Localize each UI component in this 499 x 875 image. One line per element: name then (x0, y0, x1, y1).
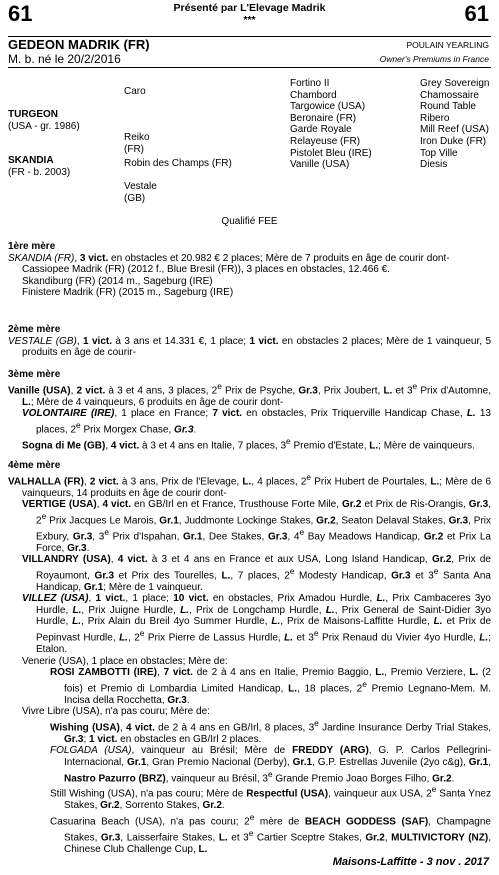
gen4-0: Grey Sovereign (420, 78, 490, 89)
vertige: VERTIGE (USA), 4 vict. en GB/Irl en et France, Trusthouse Forte Mile, Gr.2 et Prix de Ris-Orangis, Gr.3, 2e Prix Jacques Le Marois, Gr.1, Juddmonte Lockinge Stakes, Gr.2, Seaton Delaval Stakes, Gr.3, Prix Exbury, Gr.3, 3e Prix d'Ispahan, Gr.1, Dee Stakes, Gr.3, 4e Bay Meadows Handicap, Gr.2 et Prix La Force, Gr.3. (22, 499, 492, 554)
first-dam-text: SKANDIA (FR), 3 vict. en obstacles et 20.982 € 2 places; Mère de 7 produits en âge de courir dont- (8, 252, 450, 264)
gen4-6: Top Ville (420, 147, 458, 159)
third-dam-produce-2: Sogna di Me (GB), 4 vict. à 3 et 4 ans en Italie, 7 places, 3e Premio d'Estate, L.; Mère de vainqueurs. (22, 435, 475, 451)
villandry: VILLANDRY (USA), 4 vict. à 3 et 4 ans en France et aux USA, Long Island Handicap, Gr.2, Prix de Royaumont, Gr.3 et Prix des Tourelles, L., 7 places, 2e Modesty Handicap, Gr.3 et 3e Santa Ana Handicap, Gr.1; Mère de 1 vainqueur. (22, 554, 491, 593)
gen3-3: Beronaire (FR) (290, 112, 357, 124)
gen2-1: Reiko (FR) (124, 132, 150, 155)
sale-footer: Maisons-Laffitte - 3 nov . 2017 (332, 856, 489, 869)
third-dam-text: Vanille (USA), 2 vict. à 3 et 4 ans, 3 places, 2e Prix de Psyche, Gr.3, Prix Joubert, L. et 3e Prix d'Automne, L.; Mère de 4 vainqueurs, 6 produits en âge de courir dont- (8, 380, 491, 408)
gen3-1: Chambord (290, 89, 337, 101)
rosi-zambotti: ROSI ZAMBOTTI (IRE), 7 vict. de 2 à 4 ans en Italie, Premio Baggio, L., Premio Verziere, L. (2 fois) et Premio di Lombardia Limited Handicap, L., 18 places, 2e Premio Legnano-Mem. M. Incisa della Rocchetta, Gr.3. (50, 667, 492, 706)
still-wishing: Still Wishing (USA), n'a pas couru; Mère de Respectful (USA), vainqueur aux USA, 2e Santa Ynez Stakes, Gr.2, Sorrento Stakes, Gr.2. (50, 784, 491, 812)
presenter: Présenté par L'Elevage Madrik (173, 2, 326, 14)
folgada: FOLGADA (USA), vainqueur au Brésil; Mère de FREDDY (ARG), G. P. Carlos Pellegrini-Internacional, Gr.1, Gran Premio Nacional (Derby), Gr.1, G.P. Estrellas Juvenile (2yo c&g), Gr.1, Nastro Pazurro (BRZ), vainqueur au Brésil, 3e Grande Premio Joao Borges Filho, Gr.2. (50, 745, 492, 784)
gen4-4: Mill Reef (USA) (420, 124, 489, 136)
qualification: Qualifié FEE (221, 216, 278, 227)
gen3-4: Garde Royale (290, 124, 352, 136)
horse-name: GEDEON MADRIK (FR) (8, 37, 150, 52)
third-dam-produce-1: VOLONTAIRE (IRE), 1 place en France; 7 vict. en obstacles, Prix Triquerville Handicap Chase, L. 13 places, 2e Prix Morgex Chase, Gr.3. (22, 408, 491, 436)
vivre-libre: Vivre Libre (USA), n'a pas couru; Mère de: (22, 706, 210, 718)
villez: VILLEZ (USA), 1 vict., 1 place; 10 vict. en obstacles, Prix Amadou Hurdle, L., Prix Cambaceres 3yo Hurdle, L., Prix Juigne Hurdle, L., Prix de Longchamp Hurdle, L., Prix General de Saint-Didier 3yo Hurdle, L., Prix Alain du Breil 4yo Summer Hurdle, L., Prix de Maisons-Laffitte Hurdle, L. et Prix de Pepinvast Hurdle, L., 2e Prix Pierre de Lassus Hurdle, L. et 3e Prix Renaud du Vivier 4yo Hurdle, L.; Etalon. (22, 593, 492, 655)
third-dam-section (8, 369, 491, 452)
fourth-dam-section (8, 460, 491, 855)
casuarina-beach: Casuarina Beach (USA), n'a pas couru; 2e mère de BEACH GODDESS (SAF), Champagne Stakes, Gr.3, Laisserfaire Stakes, L. et 3e Cartier Sceptre Stakes, Gr.2, MULTIVICTORY (NZ), Chinese Club Challenge Cup, L. (50, 811, 491, 855)
first-dam-heading: 1ère mère (8, 241, 56, 252)
produce-1: Cassiopee Madrik (FR) (2012 f., Blue Bresil (FR)), 3 places en obstacles, 12.466 €. (22, 264, 390, 276)
bottom-rule (8, 67, 491, 68)
produce-3: Finistere Madrik (FR) (2015 m., Sageburg (IRE) (22, 287, 234, 299)
second-dam-text: VESTALE (GB), 1 vict. à 3 ans et 14.331 €, 1 place; 1 vict. en obstacles 2 places; Mère de 1 vainqueur, 5 produits en âge de courir- (8, 335, 492, 359)
sire-note: (USA - gr. 1986) (8, 121, 80, 132)
gen3-7: Vanille (USA) (290, 159, 350, 171)
gen4-col (420, 78, 489, 171)
gen4-3: Ribero (420, 112, 450, 124)
gen3-0: Fortino II (290, 78, 330, 89)
gen3-6: Pistolet Bleu (IRE) (290, 147, 372, 159)
venerie: Venerie (USA), 1 place en obstacles; Mère de: (22, 655, 228, 667)
produce-2: Skandiburg (FR) (2014 m., Sageburg (IRE) (22, 275, 213, 287)
horse-subline: M. b. né le 20/2/2016 (8, 52, 121, 66)
lot-number-left: 61 (8, 1, 33, 26)
premium-note: Owner's Premiums in France (379, 54, 489, 64)
gen3-2: Targowice (USA) (290, 101, 366, 113)
stars: *** (243, 14, 256, 26)
fourth-dam-heading: 4ème mère (8, 460, 61, 471)
dam-note: (FR - b. 2003) (8, 167, 71, 178)
gen4-2: Round Table (420, 101, 476, 113)
second-dam-heading: 2ème mère (8, 324, 61, 335)
wishing: Wishing (USA), 4 vict. de 2 à 4 ans en GB/Irl, 8 places, 3e Jardine Insurance Derby Trial Stakes, Gr.3; 1 vict. en obstacles en GB/Irl 2 places. (50, 717, 491, 745)
fourth-dam-text: VALHALLA (FR), 2 vict. à 3 ans, Prix de l'Elevage, L., 4 places, 2e Prix Hubert de Pourtales, L.; Mère de 6 vainqueurs, 14 produits en âge de courir dont- (8, 471, 492, 499)
gen4-7: Diesis (420, 159, 448, 171)
third-dam-heading: 3ème mère (8, 369, 61, 380)
second-dam-section (8, 324, 491, 359)
gen2-2: Robin des Champs (FR) (124, 158, 232, 169)
first-dam-section (8, 241, 491, 299)
gen2-3: Vestale (GB) (124, 181, 157, 204)
gen2-0: Caro (124, 86, 146, 97)
dam-name: SKANDIA (8, 155, 54, 166)
lot-number-right: 61 (464, 1, 489, 26)
gen3-col (290, 78, 372, 171)
sire-name: TURGEON (8, 109, 58, 120)
gen3-5: Relayeuse (FR) (290, 135, 361, 147)
gen4-5: Iron Duke (FR) (420, 135, 487, 147)
gen4-1: Chamossaire (420, 89, 479, 101)
horse-status: POULAIN YEARLING (406, 40, 489, 50)
presenter-block (0, 2, 499, 26)
